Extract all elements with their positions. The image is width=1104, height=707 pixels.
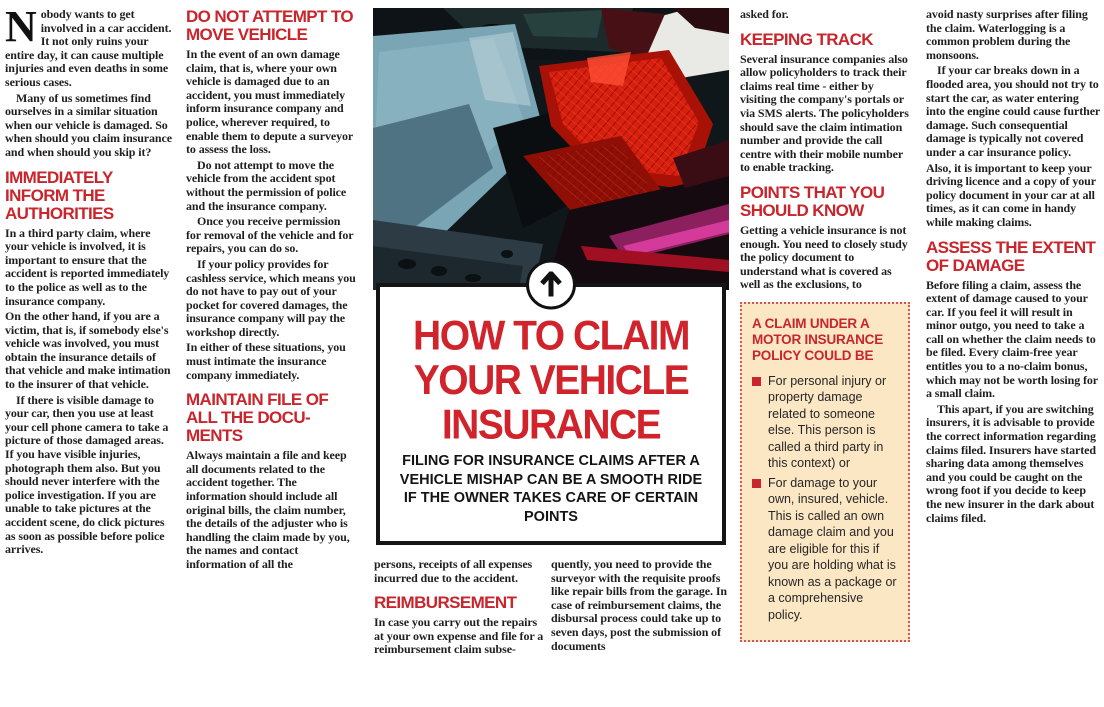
bullet-text: For damage to your own, insured, vehicle. This is called an own damage claim and you are eligible for this if you are holding what is known as a package or a comprehensive policy. — [768, 475, 897, 622]
paragraph-text: obody wants to get involved in a car accident. It not only ruins your entire day, it can cause multiple injuries and even deaths in some serious cases. — [5, 7, 172, 89]
column-2 — [186, 0, 358, 574]
paragraph: This apart, if you are switching insurers, it is advisable to provide the correct information regarding claims filed. Insurers have started sharing data among themselves and you could be caught on the wrong foot if you decide to keep the new insurer in the dark about claims filed. — [926, 401, 1096, 525]
paragraph: If there is visible damage to your car, then you use at least your cell phone camera to take a picture of those damaged areas. If you have visible injuries, photograph them also. But you should never interfere with the police investigation. If you are unable to take pictures at the accident scene, do click pictures as soon as possible before police arrives. — [5, 392, 169, 557]
paragraph: Several insurance companies also allow policyholders to track their claims real time - either by visiting the company's portals or via SMS alerts. The policyholders should save the claim intimation number and provide the call centre with their mobile number to enable tracking. — [740, 51, 909, 175]
bullet-text: For personal injury or property damage related to someone else. This person is called a third party in this context) or — [768, 373, 887, 471]
paragraph: In the event of an own damage claim, that is, where your own vehicle is damaged due to an accident, you must immediately inform insurance company and police, wherever required, to enable them to depute a surveyor to assess the loss. — [186, 47, 353, 157]
paragraph: In a third party claim, where your vehicle is involved, it is important to ensure that the accident is reported immediately to the police as well as to the insurance company. — [5, 225, 170, 308]
section-heading-maintain-file: MAINTAIN FILE OF ALL THE DOCU-MENTS — [186, 390, 329, 446]
paragraph: In case you carry out the repairs at your own expense and file for a reimbursement claim subse- — [374, 615, 544, 657]
section-heading-reimbursement: REIMBURSEMENT — [374, 593, 517, 613]
paragraph: persons, receipts of all expenses incurred due to the accident. — [374, 557, 533, 585]
section-heading-points-to-know: POINTS THAT YOU SHOULD KNOW — [740, 182, 885, 220]
paragraph: Also, it is important to keep your driving licence and a copy of your policy document in your car at all times, as it can come in handy while making claims. — [926, 160, 1096, 229]
center-subcolumn-1 — [374, 558, 546, 659]
column-1 — [5, 0, 172, 559]
square-bullet-icon — [752, 479, 761, 488]
article-standfirst: FILING FOR INSURANCE CLAIMS AFTER A VEHICLE MISHAP CAN BE A SMOOTH RIDE IF THE OWNER TAKES CARE OF CERTAIN POINTS — [399, 453, 703, 525]
paragraph: quently, you need to provide the surveyor with the requisite proofs like repair bills from the garage. In case of reimbursement claims, the disbursal process could take up to seven days, post the submission of documents — [551, 557, 727, 653]
paragraph: asked for. — [740, 7, 789, 21]
infobox-bullet-item — [752, 373, 900, 472]
paragraph: If your car breaks down in a flooded area, you should not try to start the car, as water entering into the engine could cause further damage. Such consequential damage is typically not covered under a car insurance policy. — [926, 63, 1100, 159]
up-arrow-icon — [526, 260, 576, 310]
paragraph: Always maintain a file and keep all documents related to the accident together. The information should include all original bills, the claim number, the details of the adjuster who is handling the claim made by you, the names and contact information of all the — [186, 448, 350, 571]
paragraph — [5, 2, 172, 90]
paragraph: On the other hand, if you are a victim, that is, if somebody else's vehicle was involved, you must obtain the insurance details of that vehicle and make intimation to the insurer of that vehicle. — [5, 309, 171, 392]
article-title: HOW TO CLAIM YOUR VEHICLE INSURANCE — [413, 313, 689, 448]
center-feature-column — [371, 0, 731, 707]
paragraph: Getting a vehicle insurance is not enough. You need to closely study the policy document to understand what is covered as well as the exclusions, to — [740, 222, 908, 292]
center-subcolumn-2 — [551, 558, 729, 655]
claim-types-infobox — [740, 302, 910, 643]
paragraph: Before filing a claim, assess the extent of damage caused to your car. If you feel it will result in minor outgo, you need to take a call on whether the claim needs to be filed. Every claim-free year entitles you to a no-claim bonus, which may not be worth losing for a small claim. — [926, 277, 1098, 401]
column-5 — [926, 0, 1100, 527]
paragraph: Once you receive permission for removal of the vehicle and for repairs, you can do so. — [186, 214, 354, 256]
section-heading-keeping-track: KEEPING TRACK — [740, 29, 873, 49]
section-heading-inform-authorities: IMMEDIATELY INFORM THE AUTHORITIES — [5, 167, 114, 223]
crash-photo — [373, 8, 729, 290]
drop-cap: N — [5, 2, 37, 51]
paragraph: In either of these situations, you must intimate the insurance company immediately. — [186, 340, 346, 382]
infobox-heading: A CLAIM UNDER A MOTOR INSURANCE POLICY COULD BE — [752, 315, 884, 363]
column-4 — [740, 0, 910, 642]
headline-box — [376, 283, 726, 545]
section-heading-do-not-move-vehicle: DO NOT ATTEMPT TO MOVE VEHICLE — [186, 7, 354, 44]
square-bullet-icon — [752, 377, 761, 386]
infobox-bullet-item — [752, 475, 900, 624]
paragraph: Many of us sometimes find ourselves in a similar situation when our vehicle is damaged. So when should you claim insurance and when should you skip it? — [5, 90, 172, 159]
paragraph: If your policy provides for cashless service, which means you do not have to pay out of your pocket for covered damages, the insurance company will pay the workshop directly. — [186, 256, 356, 339]
paragraph: Do not attempt to move the vehicle from the accident spot without the permission of police and the insurance company. — [186, 157, 347, 213]
paragraph: avoid nasty surprises after filing the claim. Waterlogging is a common problem during the monsoons. — [926, 7, 1088, 62]
section-heading-assess-damage: ASSESS THE EXTENT OF DAMAGE — [926, 237, 1096, 275]
